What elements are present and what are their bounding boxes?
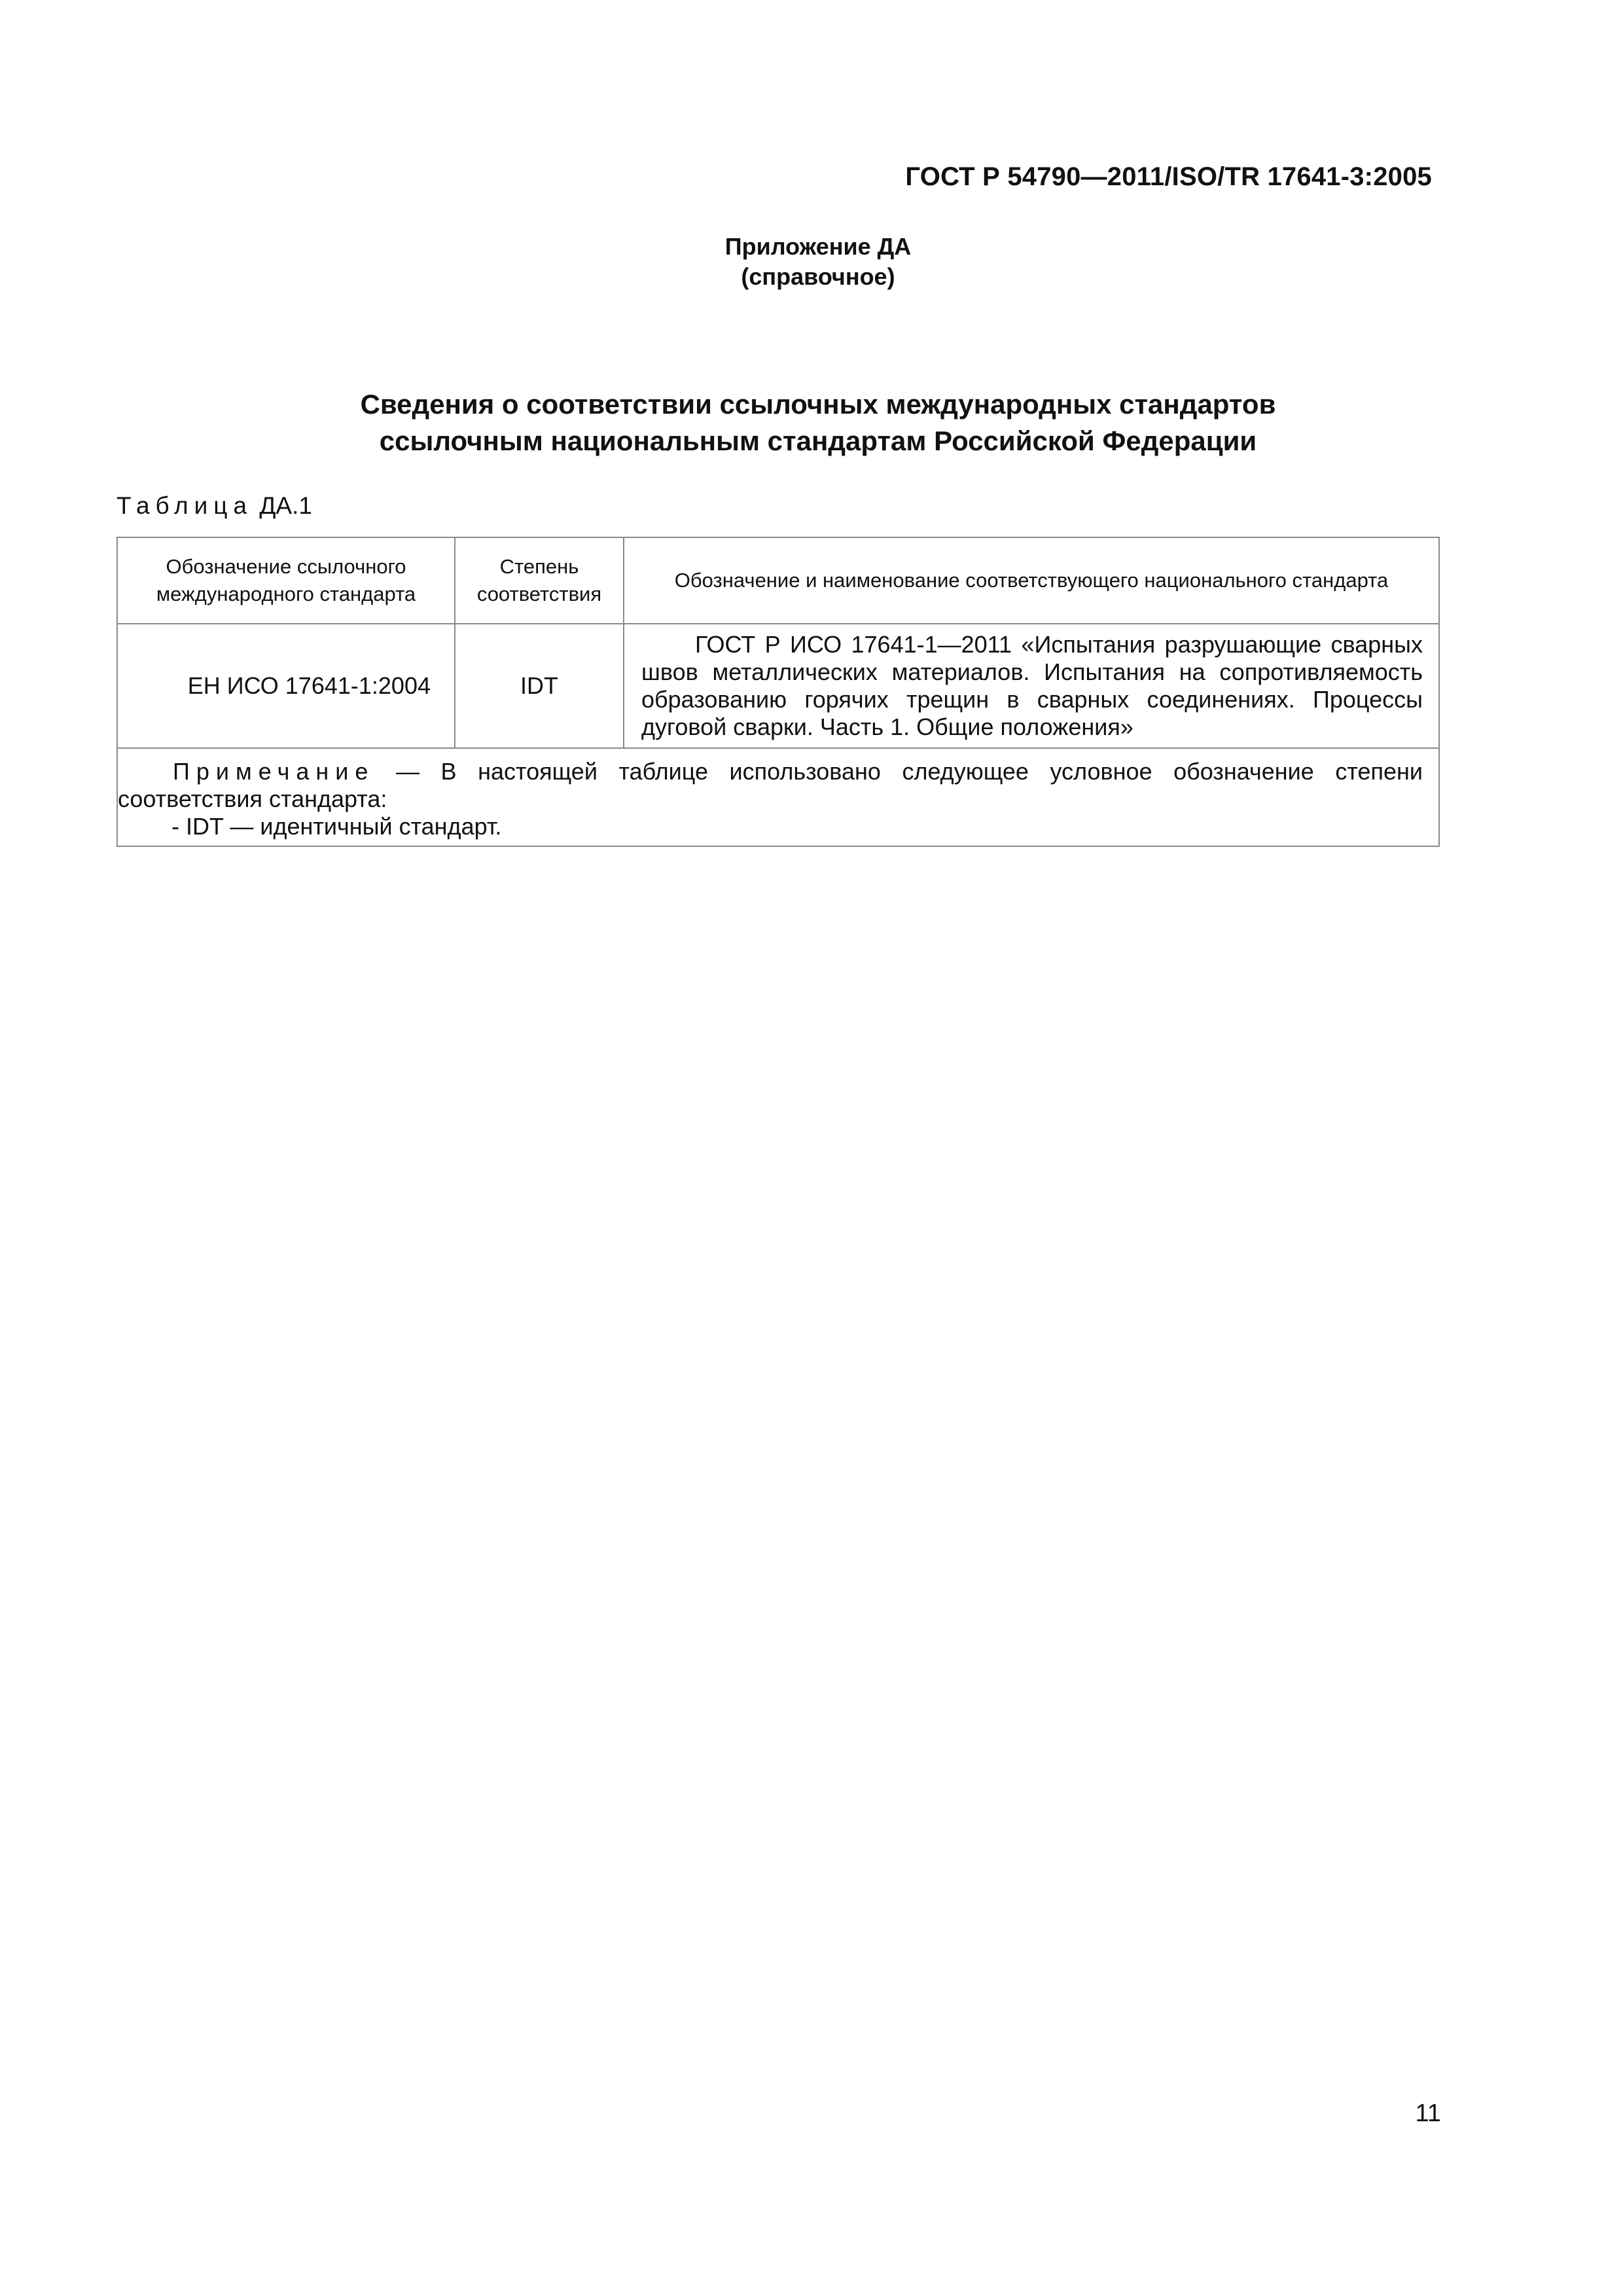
header-national-standard: Обозначение и наименование соответствующего национального стандарта [624, 537, 1439, 624]
header-international-standard: Обозначение ссылочного международного стандарта [117, 537, 455, 624]
page-number: 11 [1415, 2100, 1441, 2127]
note-prefix: Примечание [173, 758, 375, 785]
correspondence-table [116, 537, 1440, 847]
table-note [117, 748, 1439, 846]
cell-degree-of-correspondence: IDT [455, 624, 624, 748]
annex-heading [0, 232, 1623, 292]
note-text [118, 758, 1423, 813]
table-header-row [117, 537, 1439, 624]
table-note-row [117, 748, 1439, 846]
section-title-line-2: ссылочным национальным стандартам Российской Федерации [379, 425, 1257, 456]
document-code: ГОСТ Р 54790—2011/ISO/TR 17641-3:2005 [905, 162, 1432, 191]
note-body: — В настоящей таблице использовано следующее условное обозначение степени соответствия стандарта: [118, 758, 1423, 812]
cell-national-standard: ГОСТ Р ИСО 17641-1—2011 «Испытания разрушающие сварных швов металлических материалов. Испытания на сопротивляемость образованию горячих трещин в сварных соединениях. Процессы дуговой сварки. Часть 1. Общие положения» [624, 624, 1439, 748]
note-item: - IDT — идентичный стандарт. [171, 813, 502, 840]
section-title-line-1: Сведения о соответствии ссылочных международных стандартов [360, 389, 1276, 420]
annex-kind: (справочное) [741, 263, 895, 290]
table-caption [116, 492, 312, 520]
table-caption-word: Таблица [116, 492, 253, 519]
header-degree-of-correspondence: Степень соответствия [455, 537, 624, 624]
cell-international-standard: ЕН ИСО 17641-1:2004 [117, 624, 455, 748]
section-title [0, 386, 1623, 459]
table-caption-id: ДА.1 [259, 492, 312, 519]
annex-title: Приложение ДА [724, 233, 912, 260]
table-row [117, 624, 1439, 748]
